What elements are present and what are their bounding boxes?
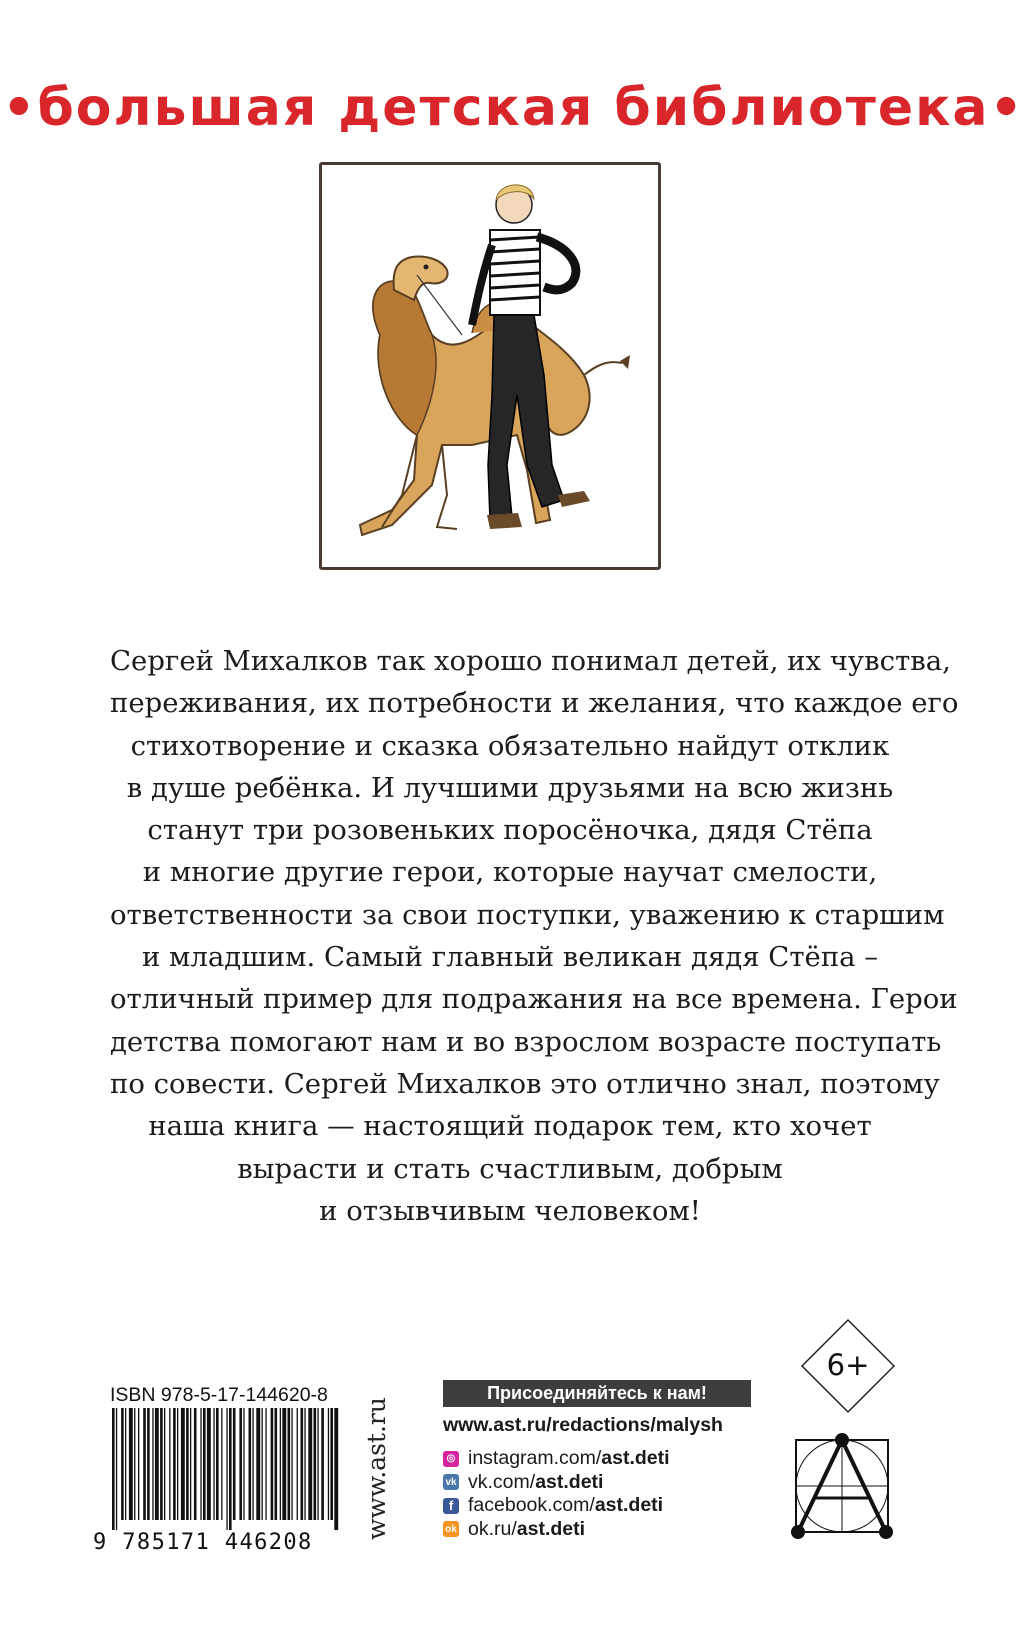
- social-link-instagram[interactable]: [443, 1447, 670, 1470]
- social-prefix: vk.com/: [468, 1470, 536, 1493]
- annotation-line: наша книга — настоящий подарок тем, кто хочет: [148, 1110, 872, 1143]
- barcode-digits: 9 785171 446208: [93, 1530, 313, 1555]
- odnoklassniki-icon: ok: [443, 1521, 459, 1537]
- social-links: [443, 1447, 670, 1541]
- annotation-line: Сергей Михалков так хорошо понимал детей, их чувства,: [110, 645, 951, 677]
- publisher-site-link[interactable]: www.ast.ru/redactions/malysh: [443, 1414, 723, 1436]
- age-rating: 6+: [826, 1348, 870, 1382]
- annotation-line: стихотворение и сказка обязательно найдут отклик: [130, 729, 890, 762]
- annotation-line: ответственности за свои поступки, уважению к старшим: [110, 898, 945, 931]
- barcode: [110, 1408, 345, 1530]
- join-us-banner: Присоединяйтесь к нам!: [443, 1380, 751, 1407]
- annotation-line: переживания, их потребности и желания, что каждое его: [110, 687, 959, 720]
- man-with-camel-illustration: [322, 165, 658, 567]
- social-prefix: facebook.com/: [468, 1494, 595, 1516]
- illustration-frame: [319, 162, 661, 570]
- vk-icon: vk: [443, 1474, 459, 1490]
- annotation-line: в душе ребёнка. И лучшими друзьями на всю жизнь: [126, 771, 894, 804]
- isbn-number: ISBN 978-5-17-144620-8: [110, 1384, 328, 1406]
- annotation-line: и многие другие герои, которые научат смелости,: [142, 856, 878, 889]
- social-link-vk[interactable]: [443, 1471, 670, 1494]
- social-link-facebook[interactable]: [443, 1494, 670, 1517]
- social-link-odnoklassniki[interactable]: [443, 1518, 670, 1541]
- ast-publisher-logo: [788, 1432, 896, 1544]
- social-handle: ast.deti: [601, 1447, 670, 1469]
- book-annotation: [110, 640, 959, 1232]
- annotation-line: станут три розовеньких поросёночка, дядя Стёпа: [147, 814, 873, 847]
- social-handle: ast.deti: [516, 1517, 586, 1540]
- annotation-line: вырасти и стать счастливым, добрым: [237, 1152, 783, 1185]
- social-prefix: instagram.com/: [468, 1447, 602, 1469]
- annotation-line: детства помогают нам и во взрослом возрасте поступать: [110, 1025, 942, 1058]
- publisher-site-vertical[interactable]: www.ast.ru: [362, 1397, 391, 1540]
- annotation-line: и младшим. Самый главный великан дядя Стёпа –: [141, 941, 879, 974]
- social-handle: ast.deti: [594, 1494, 664, 1516]
- annotation-line: по совести. Сергей Михалков это отлично знал, поэтому: [110, 1067, 940, 1100]
- instagram-icon: ◎: [443, 1451, 459, 1467]
- social-prefix: ok.ru/: [468, 1517, 517, 1540]
- social-handle: ast.deti: [535, 1470, 604, 1493]
- annotation-line: отличный пример для подражания на все времена. Герои: [110, 983, 958, 1016]
- annotation-line: и отзывчивым человеком!: [319, 1194, 701, 1227]
- series-title: •большая детская библиотека•: [2, 78, 1025, 138]
- facebook-icon: f: [443, 1498, 459, 1514]
